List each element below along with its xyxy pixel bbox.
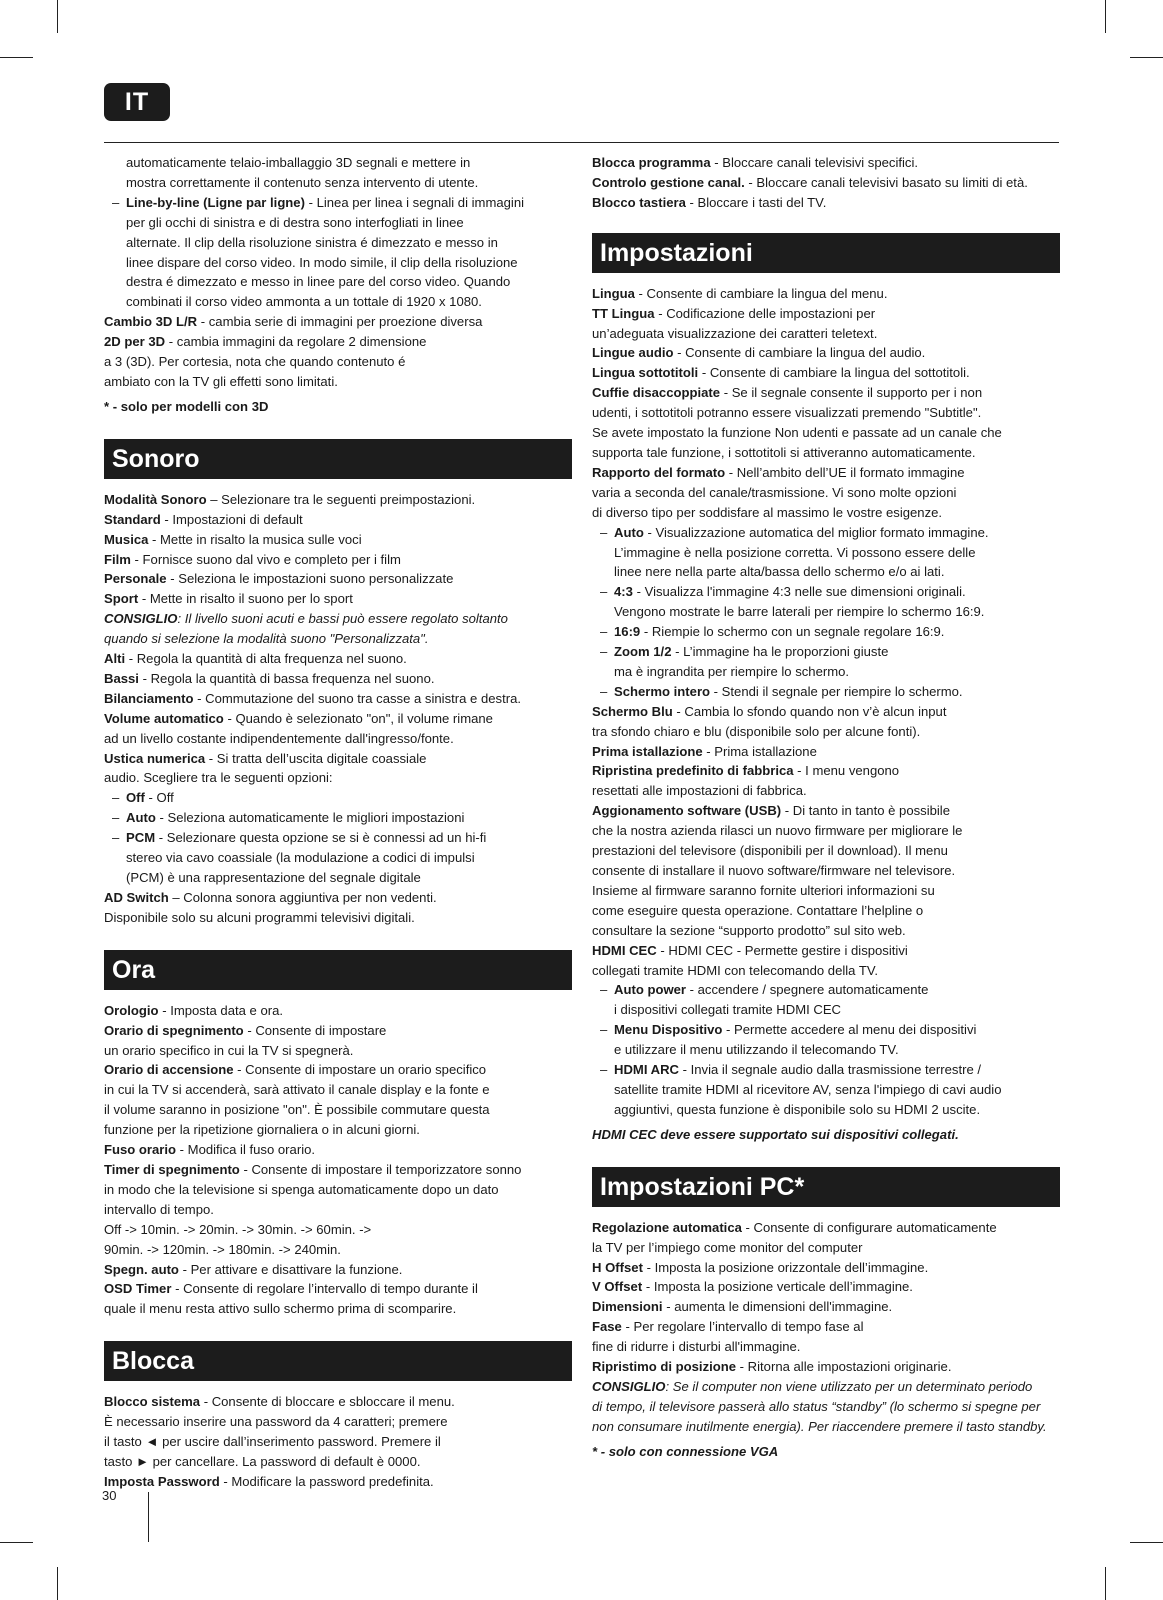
text-line: collegati tramite HDMI con telecomando della TV.: [592, 962, 879, 978]
text-line: fine di ridurre i disturbi all'immagine.: [592, 1339, 801, 1355]
entry: [592, 463, 1060, 483]
term: Volume automatico: [104, 710, 224, 726]
term: Schermo intero: [614, 683, 711, 699]
entry: [104, 888, 572, 908]
term: Blocca programma: [592, 155, 711, 170]
left-column: [104, 153, 572, 1492]
text-line: (PCM) è una rappresentazione del segnale digitale: [126, 870, 421, 885]
definition: - Imposta la posizione verticale dell’immagine.: [642, 1279, 913, 1295]
text-line: i dispositivi collegati tramite HDMI CEC: [614, 1002, 842, 1018]
list-item: – Off - Off: [112, 790, 174, 806]
entry: [104, 589, 572, 609]
term: Bilanciamento: [104, 690, 194, 706]
text-line: È necessario inserire una password da 4 caratteri; premere: [104, 1414, 448, 1430]
term: Sport: [104, 591, 139, 607]
definition: - Consente di regolare l’intervallo di tempo durante il: [171, 1281, 478, 1297]
text-line: aggiuntivi, questa funzione è disponibile solo su HDMI 2 uscite.: [614, 1101, 981, 1117]
list-item: – Auto - Seleziona automaticamente le migliori impostazioni: [112, 810, 465, 826]
text-line: resettati alle impostazioni di fabbrica.: [592, 783, 807, 799]
definition: - Riempie lo schermo con un segnale regolare 16:9.: [640, 624, 945, 640]
entry: [592, 173, 1060, 193]
text-line: a 3 (3D). Per cortesia, nota che quando contenuto é: [104, 354, 406, 370]
term: Blocco sistema: [104, 1394, 201, 1410]
entry: [104, 1279, 572, 1299]
section-header-ora: Ora: [104, 950, 572, 990]
definition: - Stendi il segnale per riempire lo schermo.: [710, 683, 963, 699]
text-line: tasto ► per cancellare. La password di default è 0000.: [104, 1453, 421, 1469]
definition: - Visualizzazione automatica del miglior formato immagine.: [643, 524, 989, 540]
entry: [104, 649, 572, 669]
text-line: L’immagine è nella posizione corretta. Vi possono essere delle: [614, 544, 976, 560]
term: Personale: [104, 571, 167, 587]
section-header-blocca: Blocca: [104, 1341, 572, 1381]
entry: [104, 490, 572, 510]
text-line: quale il menu resta attivo sullo schermo prima di scomparire.: [104, 1301, 457, 1317]
definition: - Di tanto in tanto è possibile: [781, 803, 950, 819]
crop-mark: [1130, 57, 1163, 58]
text-line: tra sfondo chiaro e blu (disponibile solo per alcune fonti).: [592, 723, 921, 739]
term: Controlo gestione canal.: [592, 174, 745, 190]
definition: - Mette in risalto la musica sulle voci: [148, 531, 362, 547]
definition: - Invia il segnale audio dalla trasmissione terrestre /: [678, 1062, 982, 1078]
entry: [592, 941, 1060, 961]
tip-label: CONSIGLIO: [592, 1378, 666, 1394]
text-line: satellite tramite HDMI al ricevitore AV, senza l'impiego di cavi audio: [614, 1081, 1002, 1097]
definition: - accendere / spegnere automaticamente: [686, 982, 929, 998]
list-item: – HDMI ARC - Invia il segnale audio dalla trasmissione terrestre /: [600, 1062, 982, 1078]
text-line: come eseguire questa operazione. Contattare l’helpline o: [592, 902, 924, 918]
entry: [104, 530, 572, 550]
entry: [592, 1317, 1060, 1337]
entry: [104, 709, 572, 729]
text-line: che la nostra azienda rilasci un nuovo firmware per migliorare le: [592, 823, 963, 839]
definition: - Per attivare e disattivare la funzione.: [178, 1261, 403, 1277]
term: Regolazione automatica: [592, 1219, 742, 1235]
entry: [104, 569, 572, 589]
entry: [104, 1392, 572, 1412]
term: Cambio 3D L/R: [104, 314, 198, 330]
term: Ripristimo di posizione: [592, 1359, 737, 1375]
definition: - Permette accedere al menu dei dispositivi: [722, 1022, 977, 1038]
text-line: alternate. Il clip della risoluzione sinistra é dimezzato e messo in: [126, 234, 498, 250]
text-line: il tasto ◄ per uscire dall’inserimento password. Premere il: [104, 1434, 441, 1450]
term: Lingue audio: [592, 345, 674, 361]
definition: - cambia serie di immagini per proezione diversa: [197, 314, 483, 330]
definition: – Colonna sonora aggiuntiva per non vedenti.: [168, 889, 437, 905]
entry: [104, 1021, 572, 1041]
definition: - Si tratta dell’uscita digitale coassiale: [205, 750, 427, 766]
term: V Offset: [592, 1279, 643, 1295]
term: Ustica numerica: [104, 750, 206, 766]
term: Alti: [104, 651, 126, 667]
definition: - Bloccare canali televisivi basato su limiti di età.: [744, 174, 1028, 190]
term: Prima istallazione: [592, 743, 703, 759]
crop-mark: [1105, 0, 1106, 33]
entry: [592, 193, 1060, 213]
definition: - Nell’ambito dell’UE il formato immagine: [725, 464, 965, 480]
text-line: in modo che la televisione si spenga automaticamente dopo un dato: [104, 1181, 499, 1197]
text-line: un orario specifico in cui la TV si spegnerà.: [104, 1042, 354, 1058]
term: Auto: [126, 810, 156, 826]
text-line: per gli occhi di sinistra e di destra sono interfogliati in linee: [126, 214, 464, 230]
entry: [104, 1060, 572, 1080]
definition: - Consente di cambiare la lingua del menu.: [634, 285, 888, 301]
term: Off: [126, 790, 145, 806]
text-line: non consumare inutilmente energia). Per riaccendere premere il tasto standby.: [592, 1418, 1047, 1434]
list-item: – Auto power - accendere / spegnere automaticamente: [600, 982, 929, 998]
term: AD Switch: [104, 889, 169, 905]
definition: - Linea per linea i segnali di immagini: [304, 194, 525, 210]
definition: - Visualizza l'immagine 4:3 nelle sue dimensioni originali.: [632, 584, 966, 600]
section-header-sonoro: Sonoro: [104, 439, 572, 479]
entry: [592, 304, 1060, 324]
definition: - Imposta data e ora.: [158, 1002, 284, 1018]
term: Standard: [104, 511, 161, 527]
term: Modalità Sonoro: [104, 491, 207, 507]
term: TT Lingua: [592, 305, 655, 321]
entry: [104, 669, 572, 689]
entry: [592, 1258, 1060, 1278]
text-line: consente di installare il nuovo software/firmware nel televisore.: [592, 863, 956, 878]
entry: [104, 749, 572, 769]
term: Dimensioni: [592, 1299, 663, 1315]
term: HDMI ARC: [614, 1062, 679, 1078]
text-line: linee dispare del corso video. In modo simile, il clip della risoluzione: [126, 254, 518, 270]
text-line: combinati il corso video ammonta a un tottale di 1920 x 1080.: [126, 294, 482, 310]
definition: - Regola la quantità di alta frequenza nel suono.: [125, 651, 407, 667]
definition: - aumenta le dimensioni dell'immagine.: [662, 1299, 893, 1315]
page-number: 30: [102, 1488, 117, 1503]
footer-rule: [148, 1492, 149, 1542]
section-header-impostazioni-pc: Impostazioni PC*: [592, 1167, 1060, 1207]
term: Timer di spegnimento: [104, 1161, 240, 1177]
text-line: linee nere nella parte alta/bassa dello schermo e/o ai lati.: [614, 564, 945, 580]
text-line: stereo via cavo coassiale (la modulazione a codici di impulsi: [126, 850, 475, 866]
definition: - Modificare la password predefinita.: [219, 1473, 434, 1489]
text-line: udenti, i sottotitoli potranno essere visualizzati premendo "Subtitle".: [592, 405, 982, 421]
text-line: in cui la TV si accenderà, sarà attivato il canale display e la fonte e: [104, 1082, 490, 1098]
term: Zoom 1/2: [614, 644, 672, 660]
entry: [104, 1472, 572, 1492]
text-line: quando si selezione la modalità suono "Personalizzata".: [104, 631, 429, 647]
term: 16:9: [614, 624, 641, 640]
text-line: il volume saranno in posizione "on". È possibile commutare questa: [104, 1102, 490, 1118]
definition: - Selezionare questa opzione se si è connessi ad un hi-fi: [155, 830, 487, 846]
entry: [104, 550, 572, 570]
definition: - Commutazione del suono tra casse a sinistra e destra.: [193, 690, 521, 706]
definition: - Regola la quantità di bassa frequenza nel suono.: [138, 670, 435, 686]
entry: [592, 801, 1060, 821]
entry: [592, 742, 1060, 762]
term: 4:3: [614, 584, 633, 600]
text-line: un’adeguata visualizzazione dei caratteri teletext.: [592, 325, 878, 341]
term: Spegn. auto: [104, 1261, 179, 1277]
entry: [104, 312, 572, 332]
term: Film: [104, 551, 131, 567]
crop-mark: [1130, 1542, 1163, 1543]
entry: [104, 1140, 572, 1160]
text-line: ambiato con la TV gli effetti sono limitati.: [104, 373, 338, 389]
crop-mark: [57, 0, 58, 33]
definition: - Quando è selezionato "on", il volume rimane: [223, 710, 493, 726]
term: H Offset: [592, 1259, 643, 1275]
term: Menu Dispositivo: [614, 1022, 723, 1038]
term: Lingua sottotitoli: [592, 365, 699, 381]
entry: [104, 1260, 572, 1280]
text-line: mostra correttamente il contenuto senza intervento di utente.: [126, 174, 479, 190]
term: Line-by-line (Ligne par ligne): [126, 194, 305, 210]
term: PCM: [126, 830, 156, 846]
term: Auto: [614, 524, 644, 540]
entry: [592, 153, 1060, 173]
tip: [104, 609, 572, 629]
text-line: intervallo di tempo.: [104, 1201, 214, 1217]
entry: [592, 1297, 1060, 1317]
definition: – Selezionare tra le seguenti preimpostazioni.: [206, 491, 476, 507]
entry: [592, 761, 1060, 781]
entry: [592, 343, 1060, 363]
entry: [104, 689, 572, 709]
crop-mark: [57, 1567, 58, 1600]
definition: - L’immagine ha le proporzioni giuste: [671, 644, 889, 660]
list-item: – Menu Dispositivo - Permette accedere al menu dei dispositivi: [600, 1022, 977, 1038]
text-line: automaticamente telaio-imballaggio 3D segnali e mettere in: [126, 155, 471, 170]
text-line: Se avete impostato la funzione Non udenti e passate ad un canale che: [592, 425, 1002, 441]
entry: [592, 1357, 1060, 1377]
definition: - Seleziona le impostazioni suono personalizzate: [166, 571, 454, 587]
list-item: – PCM - Selezionare questa opzione se si è connessi ad un hi-fi: [112, 830, 487, 846]
text-line: destra é dimezzato e messo in linee pare del corso video. Quando: [126, 274, 511, 290]
text-line: varia a seconda del canale/trasmissione. Vi sono molte opzioni: [592, 484, 957, 500]
list-item: – 4:3 - Visualizza l'immagine 4:3 nelle sue dimensioni originali.: [600, 584, 966, 600]
text-line: Off -> 10min. -> 20min. -> 30min. -> 60min. ->: [104, 1221, 372, 1237]
section-header-impostazioni: Impostazioni: [592, 233, 1060, 273]
text-line: la TV per l’impiego come monitor del computer: [592, 1239, 863, 1255]
entry: [592, 383, 1060, 403]
term: Orologio: [104, 1002, 159, 1018]
text-line: prestazioni del televisore (disponibili per il download). Il menu: [592, 843, 948, 859]
term: Fase: [592, 1319, 622, 1335]
definition: - Impostazioni di default: [160, 511, 303, 527]
text-line: supporta tale funzione, i sottotitoli si attiveranno automaticamente.: [592, 444, 976, 460]
definition: - Off: [144, 790, 174, 806]
text-line: Vengono mostrate le barre laterali per riempire lo schermo 16:9.: [614, 604, 985, 620]
crop-mark: [0, 57, 33, 58]
definition: - Ritorna alle impostazioni originarie.: [736, 1359, 952, 1375]
term: Fuso orario: [104, 1142, 177, 1158]
definition: - Prima istallazione: [702, 743, 817, 759]
text-line: Disponibile solo su alcuni programmi televisivi digitali.: [104, 909, 415, 925]
right-column: [592, 153, 1060, 1462]
list-item: – 16:9 - Riempie lo schermo con un segnale regolare 16:9.: [600, 624, 945, 640]
tip-text: : Se il computer non viene utilizzato per un determinato periodo: [665, 1378, 1033, 1394]
definition: - Modifica il fuso orario.: [176, 1142, 316, 1158]
hdmi-note: HDMI CEC deve essere supportato sui dispositivi collegati.: [592, 1126, 959, 1142]
definition: - Consente di impostare un orario specifico: [233, 1062, 487, 1078]
term: Cuffie disaccoppiate: [592, 385, 721, 401]
crop-mark: [1105, 1567, 1106, 1600]
definition: - Consente di impostare: [243, 1022, 387, 1038]
entry: [592, 702, 1060, 722]
footnote: * - solo per modelli con 3D: [104, 398, 269, 414]
definition: - Consente di cambiare la lingua del audio.: [673, 345, 926, 361]
definition: - Fornisce suono dal vivo e completo per i film: [130, 551, 401, 567]
term: OSD Timer: [104, 1281, 172, 1297]
header-rule: [104, 142, 1059, 143]
text-line: e utilizzare il menu utilizzando il telecomando TV.: [614, 1042, 899, 1058]
definition: - Consente di impostare il temporizzatore sonno: [239, 1161, 522, 1177]
text-line: consultare la sezione “supporto prodotto” sul sito web.: [592, 922, 906, 938]
tip-text: : Il livello suoni acuti e bassi può essere regolato soltanto: [177, 611, 508, 627]
entry: [104, 1001, 572, 1021]
definition: - Consente di cambiare la lingua del sottotitoli.: [698, 365, 970, 381]
term: Aggionamento software (USB): [592, 803, 782, 819]
term: Lingua: [592, 285, 635, 301]
term: 2D per 3D: [104, 334, 166, 350]
definition: - HDMI CEC - Permette gestire i dispositivi: [656, 942, 908, 958]
term: HDMI CEC: [592, 942, 657, 958]
crop-mark: [0, 1542, 33, 1543]
entry: [592, 284, 1060, 304]
entry: [104, 332, 572, 352]
term: Orario di spegnimento: [104, 1022, 244, 1038]
entry: [104, 1160, 572, 1180]
term: Orario di accensione: [104, 1062, 234, 1078]
entry: [104, 510, 572, 530]
text-line: di tempo, il televisore passerà allo status “standby” (lo schermo si spegne per: [592, 1398, 1041, 1414]
definition: - Cambia lo sfondo quando non v’è alcun input: [672, 703, 947, 719]
definition: - Seleziona automaticamente le migliori impostazioni: [155, 810, 465, 826]
definition: - Codificazione delle impostazioni per: [654, 305, 876, 321]
language-badge: IT: [104, 83, 170, 121]
term: Musica: [104, 531, 149, 547]
definition: - Se il segnale consente il supporto per i non: [720, 385, 983, 401]
entry: [592, 363, 1060, 383]
definition: - I menu vengono: [793, 763, 900, 779]
tip-label: CONSIGLIO: [104, 611, 178, 627]
term: Schermo Blu: [592, 703, 673, 719]
entry: [592, 1277, 1060, 1297]
definition: - Mette in risalto il suono per lo sport: [138, 591, 353, 607]
definition: - Bloccare i tasti del TV.: [685, 194, 827, 210]
definition: - Imposta la posizione orizzontale dell’immagine.: [642, 1259, 929, 1275]
definition: - Consente di bloccare e sbloccare il menu.: [200, 1394, 455, 1410]
term: Rapporto del formato: [592, 464, 726, 480]
text-line: di diverso tipo per soddisfare al massimo le vostre esigenze.: [592, 504, 943, 520]
term: Auto power: [614, 982, 687, 998]
list-item: – Line-by-line (Ligne par ligne) - Linea per linea i segnali di immagini: [112, 194, 525, 210]
term: Bassi: [104, 670, 139, 686]
term: Blocco tastiera: [592, 194, 686, 210]
term: Ripristina predefinito di fabbrica: [592, 763, 794, 779]
tip: [592, 1377, 1060, 1397]
text-line: 90min. -> 120min. -> 180min. -> 240min.: [104, 1241, 341, 1257]
entry: [592, 1218, 1060, 1238]
text-line: Insieme al firmware saranno fornite ulteriori informazioni su: [592, 882, 935, 898]
definition: - Bloccare canali televisivi specifici.: [710, 155, 919, 170]
list-item: – Auto - Visualizzazione automatica del miglior formato immagine.: [600, 524, 989, 540]
definition: - cambia immagini da regolare 2 dimensione: [165, 334, 427, 350]
text-line: funzione per la ripetizione giornaliera o in alcuni giorni.: [104, 1122, 420, 1138]
text-line: audio. Scegliere tra le seguenti opzioni:: [104, 770, 333, 786]
definition: - Per regolare l’intervallo di tempo fase al: [621, 1319, 864, 1335]
footnote: * - solo con connessione VGA: [592, 1443, 779, 1459]
list-item: – Schermo intero - Stendi il segnale per riempire lo schermo.: [600, 683, 963, 699]
definition: - Consente di configurare automaticamente: [741, 1219, 997, 1235]
text-line: ad un livello costante indipendentemente dall'ingresso/fonte.: [104, 730, 454, 746]
text-line: ma è ingrandita per riempire lo schermo.: [614, 663, 850, 679]
term: Imposta Password: [104, 1473, 220, 1489]
list-item: – Zoom 1/2 - L’immagine ha le proporzioni giuste: [600, 644, 889, 660]
